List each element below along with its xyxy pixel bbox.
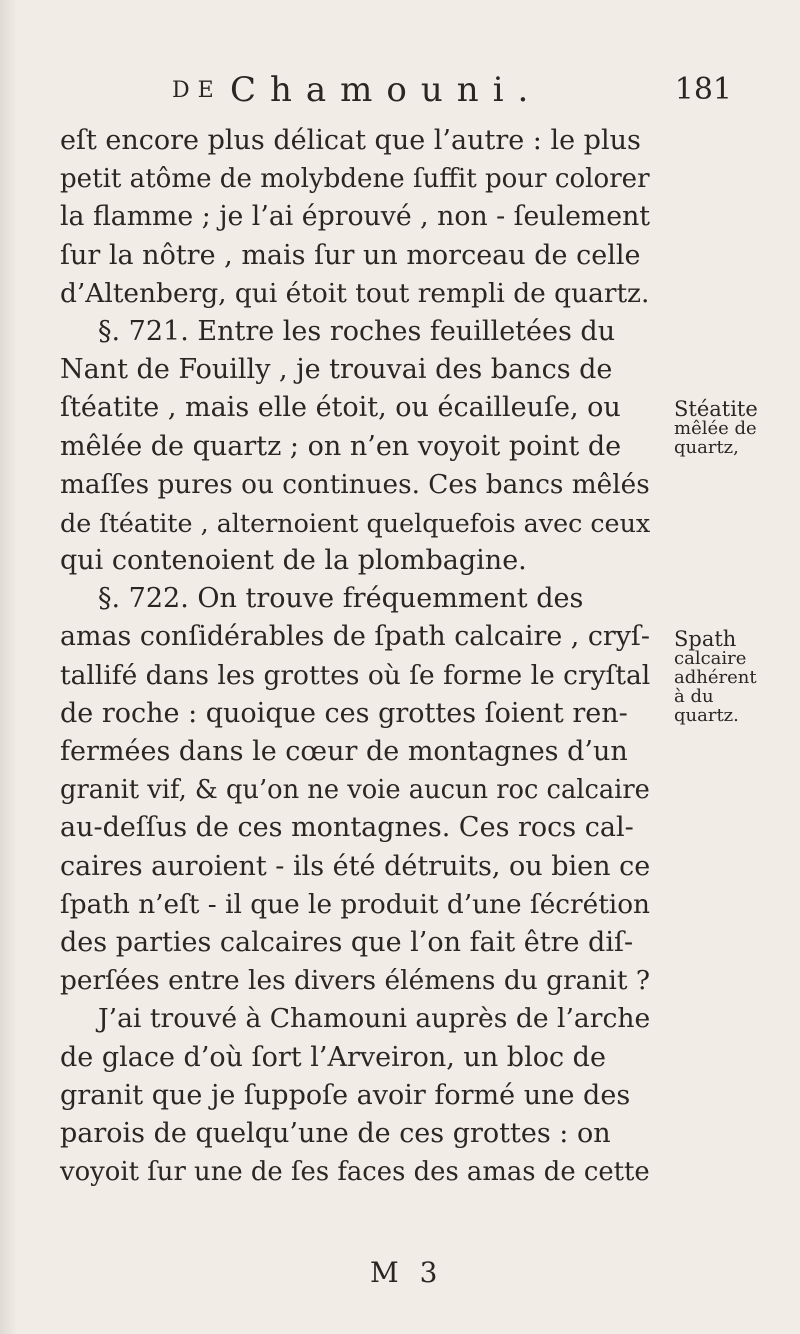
text-line: au-deſſus de ces montagnes. Ces rocs cal- [60,812,634,844]
text-line: maſſes pures ou continues. Ces bancs mêlés [60,469,650,500]
text-line: amas conſidérables de ſpath calcaire , cryſ- [60,621,650,653]
margin-note-line: à du [674,686,714,707]
section-721-heading-line: §. 721. Entre les roches feuilletées du [98,315,616,347]
text-line: tallifé dans les grottes où ſe forme le cryſtal [60,659,651,691]
text-line: la flamme ; je l’ai éprouvé , non - ſeulement [60,201,651,233]
text-line: d’Altenberg, qui étoit tout rempli de quartz. [60,277,650,309]
text-line: voyoit ſur une de ſes faces des amas de cette [60,1157,650,1188]
margin-note-line: quartz. [674,705,739,726]
text-line: J’ai trouvé à Chamouni auprès de l’arche [98,1003,651,1035]
running-head-title: Chamouni. [230,70,543,110]
text-line: granit vif, & qu’on ne voie aucun roc calcaire [60,775,650,806]
text-line: parois de quelqu’une de ces grottes : on [60,1117,611,1149]
text-line: ſtéatite , mais elle étoit, ou écailleuſe, ou [60,392,621,424]
page-number: 181 [674,72,732,107]
text-line: qui contenoient de la plombagine. [60,545,527,577]
text-line: petit atôme de molybdene ſuffit pour colorer [60,164,650,195]
text-line: Nant de Fouilly , je trouvai des bancs de [60,354,613,386]
margin-note-line: adhérent [674,667,757,688]
margin-note-line: calcaire [674,648,747,669]
body-text [60,122,650,1191]
margin-note-line: quartz, [674,437,739,458]
text-line: caires auroient - ils été détruits, ou bien ce [60,850,651,882]
text-line: de glace d’où ſort l’Arveiron, un bloc de [60,1041,606,1073]
text-line: des parties calcaires que l’on fait être diſ- [60,926,634,958]
running-head-de: DE [172,78,222,103]
text-line: eſt encore plus délicat que l’autre : le plus [60,125,641,156]
margin-note-line: Stéatite [674,397,758,421]
text-line: de ſtéatite , alternoient quelquefois avec ceux [60,507,651,538]
margin-note-line: Spath [674,627,737,651]
text-line: de roche : quoique ces grottes ſoient ren- [60,697,628,729]
text-line: mêlée de quartz ; on n’en voyoit point de [60,430,622,462]
text-line: fermées dans le cœur de montagnes d’un [60,736,628,767]
page-gutter-shadow [0,0,18,1334]
text-line: perſées entre les divers élémens du granit ? [60,965,651,997]
signature-mark: M 3 [370,1256,444,1289]
text-line: granit que je ſuppoſe avoir formé une des [60,1079,631,1111]
margin-note-line: mêlée de [674,418,757,439]
section-722-heading-line: §. 722. On trouve fréquemment des [98,583,584,615]
margin-note-steatite [674,397,758,458]
margin-note-spath [674,627,757,726]
text-line: ſur la nôtre , mais ſur un morceau de celle [60,239,641,271]
running-head [172,66,732,116]
text-line: ſpath n’eſt - il que le produit d’une ſécrétion [60,889,651,920]
